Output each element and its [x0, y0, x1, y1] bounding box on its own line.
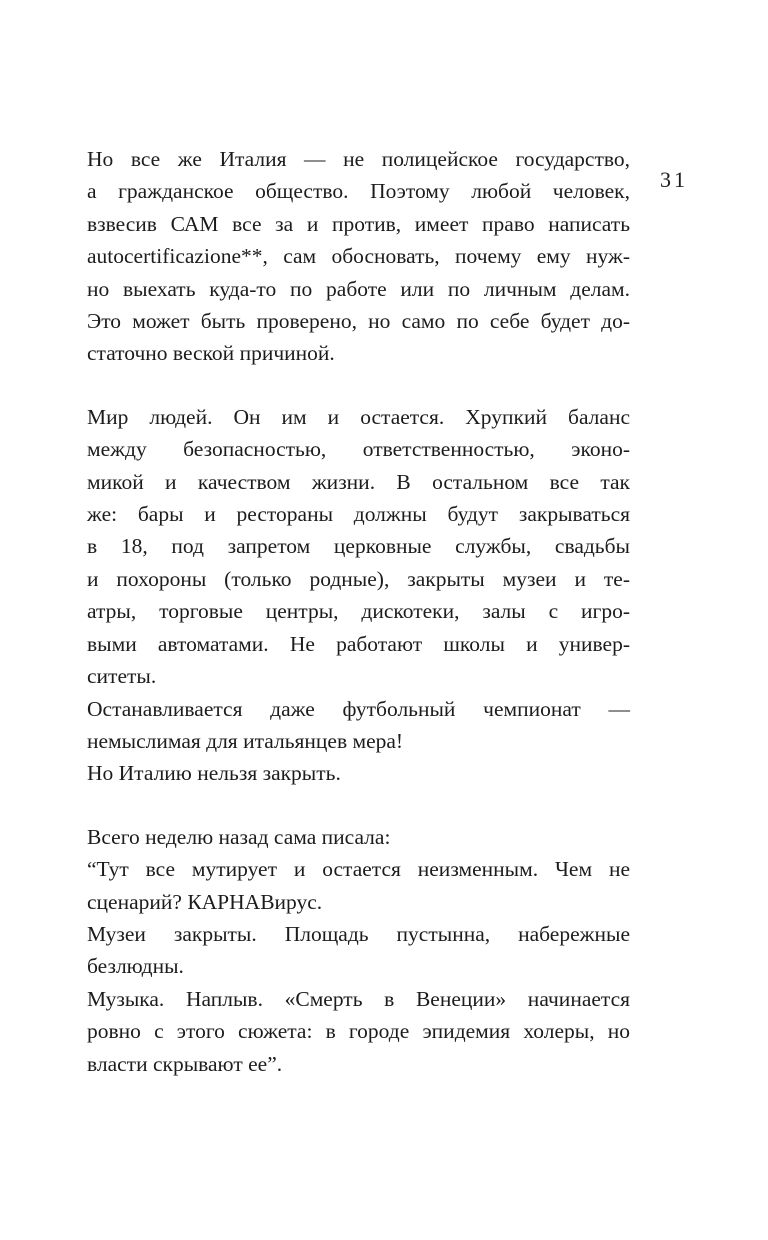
- text-line: ситеты.: [87, 664, 157, 689]
- page-number: 31: [660, 167, 688, 192]
- text-line: но выехать куда-то по работе или по личным делам.: [87, 276, 630, 301]
- text-line: сценарий? КАРНАВирус.: [87, 889, 323, 914]
- text-line: безлюдны.: [87, 954, 184, 979]
- paragraph-block: [87, 401, 630, 790]
- text-line: микой и качеством жизни. В остальном все так: [87, 469, 630, 494]
- text-line: Музеи закрыты. Площадь пустынна, набережные: [87, 921, 630, 946]
- text-line: взвесив САМ все за и против, имеет право написать: [87, 211, 630, 236]
- text-line: и похороны (только родные), закрыты музеи и те-: [87, 566, 630, 591]
- text-line: ровно с этого сюжета: в городе эпидемия холеры, но: [87, 1019, 630, 1044]
- text-line: Музыка. Наплыв. «Смерть в Венеции» начинается: [87, 986, 630, 1011]
- text-line: Но Италию нельзя закрыть.: [87, 761, 341, 786]
- text-line: выми автоматами. Не работают школы и универ-: [87, 631, 630, 656]
- text-line: Это может быть проверено, но само по себе будет до-: [87, 309, 630, 334]
- text-line: атры, торговые центры, дискотеки, залы с игро-: [87, 599, 630, 624]
- paragraph-block: [87, 821, 630, 1080]
- text-line: Всего неделю назад сама писала:: [87, 824, 391, 849]
- text-line: статочно веской причиной.: [87, 341, 335, 366]
- text-line: Останавливается даже футбольный чемпионат —: [87, 696, 630, 721]
- text-line: autocertificazione**, сам обосновать, почему ему нуж-: [87, 244, 630, 269]
- text-line: же: бары и рестораны должны будут закрываться: [87, 502, 630, 527]
- text-line: в 18, под запретом церковные службы, свадьбы: [87, 534, 630, 559]
- text-line: Мир людей. Он им и остается. Хрупкий баланс: [87, 404, 630, 429]
- text-line: а гражданское общество. Поэтому любой человек,: [87, 179, 630, 204]
- text-line: немыслимая для итальянцев мера!: [87, 728, 404, 753]
- text-line: власти скрывают ее”.: [87, 1051, 283, 1076]
- text-line: между безопасностью, ответственностью, эконо-: [87, 437, 630, 462]
- text-column: [87, 143, 630, 1080]
- paragraph-block: [87, 143, 630, 370]
- text-line: Но все же Италия — не полицейское государство,: [87, 147, 630, 171]
- text-line: “Тут все мутирует и остается неизменным. Чем не: [87, 857, 630, 882]
